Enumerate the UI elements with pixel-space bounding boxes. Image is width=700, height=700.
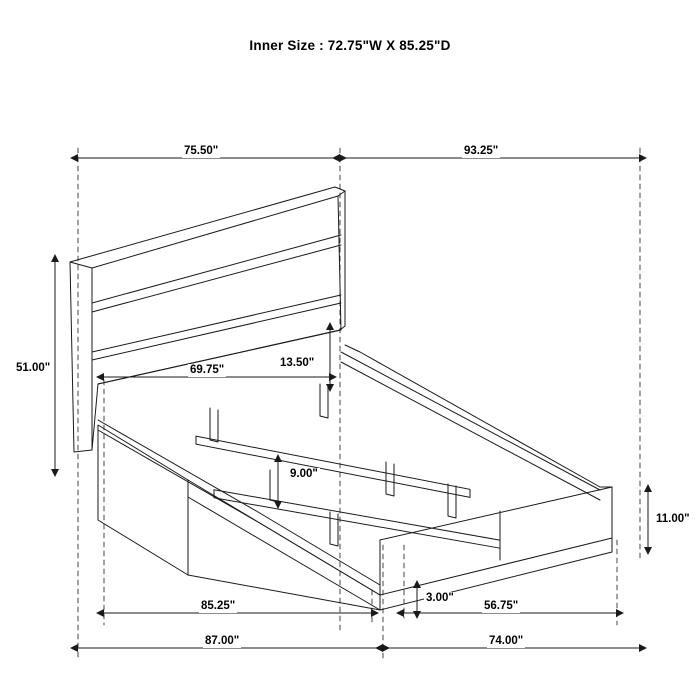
- dim-label-base-height: 11.00": [656, 513, 690, 525]
- bed-frame-deck: [98, 345, 612, 610]
- dimension-lines: [55, 158, 648, 648]
- dim-label-deck-right-length: 56.75": [484, 600, 519, 612]
- witness-lines: [78, 148, 640, 660]
- dim-label-headboard-height: 51.00": [16, 362, 51, 374]
- page-title: Inner Size : 72.75"W X 85.25"D: [249, 38, 451, 53]
- dim-label-floor-clearance: 3.00": [426, 592, 454, 604]
- dim-label-deck-left-length: 85.25": [201, 600, 236, 612]
- headboard: [70, 187, 345, 452]
- dim-label-headboard-panel-width: 69.75": [190, 364, 225, 376]
- dim-label-top-right-width: 93.25": [464, 145, 499, 157]
- dim-label-overall-right-length: 74.00": [489, 635, 524, 647]
- dim-label-top-left-width: 75.50": [184, 145, 219, 157]
- dim-label-slat-leg-height: 9.00": [290, 468, 318, 480]
- dim-label-rail-height: 13.50": [280, 357, 315, 369]
- dim-label-overall-left-length: 87.00": [205, 635, 240, 647]
